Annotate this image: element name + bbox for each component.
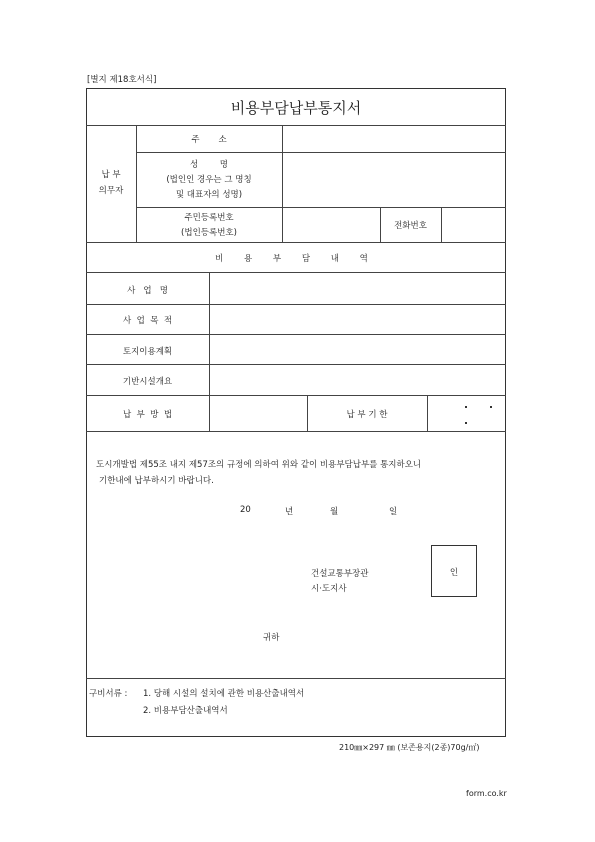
divider [86,272,506,273]
payer-group-label: 납 부 [101,170,121,180]
period-dot [490,406,492,408]
date-year: 20 [240,505,251,515]
period-dot [465,406,467,408]
paper-spec: 210㎜×297 ㎜ (보존용지(2종)70g/㎡) [339,743,480,752]
divider [86,242,506,243]
date-year-unit: 년 [285,507,294,517]
divider [136,207,506,208]
phone-field[interactable] [443,209,505,241]
name-field[interactable] [284,154,504,206]
rrn-field[interactable] [284,209,379,241]
name-note: 및 대표자의 성명) [175,190,243,200]
phone-label: 전화번호 [394,221,427,231]
address-label: 주 소 [191,135,227,145]
attachments-label: 구비서류 : [89,689,128,699]
divider [86,395,506,396]
details-header: 비 용 부 담 내 역 [215,254,377,264]
recipient-suffix: 귀하 [263,633,280,643]
divider [209,272,210,431]
notice-text: 도시개발법 제55조 내지 제57조의 규정에 의하여 위와 같이 비용부담납부를 통지하오니 [96,460,422,470]
attachment-item: 2. 비용부담산출내역서 [143,706,228,716]
date-day-unit: 일 [389,507,398,517]
date-month-unit: 월 [330,507,339,517]
project-purpose-field[interactable] [211,306,505,333]
divider [86,431,506,432]
divider [86,678,506,679]
watermark: form.co.kr [466,789,507,798]
divider [86,364,506,365]
payment-period-field[interactable] [429,397,505,430]
divider [136,152,506,153]
page-title: 비용부담납부통지서 [230,99,362,117]
divider [86,304,506,305]
divider [86,125,506,126]
project-name-field[interactable] [211,274,505,303]
issuer: 건설교통부장관 [311,569,369,579]
payment-method-field[interactable] [211,397,306,430]
address-field[interactable] [284,127,504,151]
name-label: 성 명 [189,160,229,170]
payment-period-label: 납 부 기 한 [346,410,388,420]
seal-label: 인 [449,568,459,578]
payer-group-label: 의무자 [98,186,124,196]
name-note: (법인인 경우는 그 명칭 [166,175,252,185]
project-purpose-label: 사 업 목 적 [122,316,173,326]
issuer: 시·도지사 [311,584,347,594]
form-number: [별지 제18호서식] [87,75,157,85]
attachment-item: 1. 당해 시설의 설치에 관한 비용산출내역서 [143,689,305,699]
divider [441,207,442,242]
divider [427,395,428,431]
project-name-label: 사 업 명 [127,286,168,296]
period-dot [465,422,467,424]
land-use-field[interactable] [211,336,505,363]
payment-method-label: 납 부 방 법 [122,410,173,420]
corp-no-label: (법인등록번호) [181,228,237,238]
infrastructure-label: 기반시설개요 [122,377,173,387]
notice-text: 기한내에 납부하시기 바랍니다. [99,476,214,486]
divider [86,334,506,335]
land-use-label: 토지이용계획 [122,347,173,357]
divider [282,125,283,242]
infrastructure-field[interactable] [211,366,505,394]
rrn-label: 주민등록번호 [184,213,234,223]
